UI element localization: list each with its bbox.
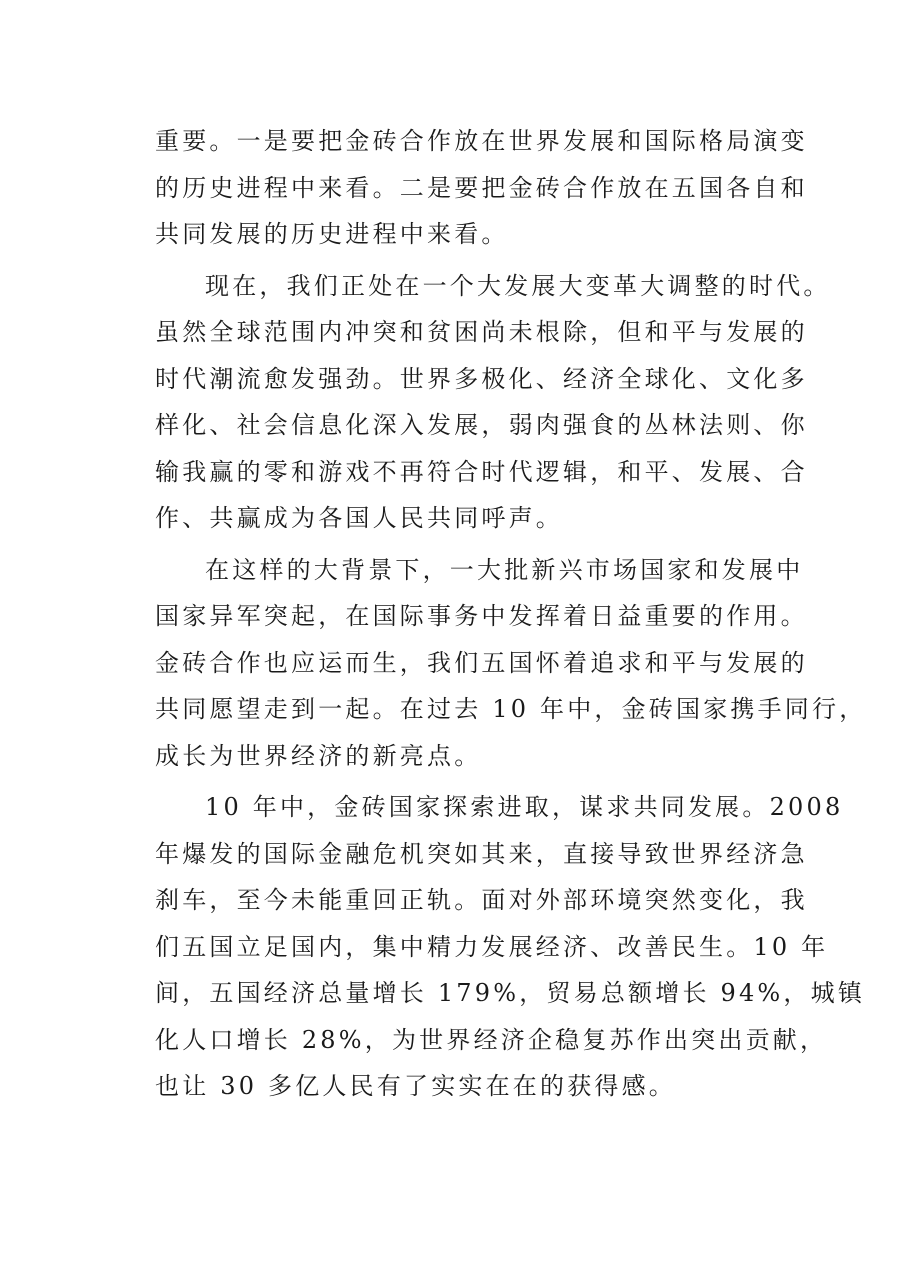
text-line: 国家异军突起，在国际事务中发挥着日益重要的作用。 [155,602,808,630]
text-line: 样化、社会信息化深入发展，弱肉强食的丛林法则、你 [155,411,808,439]
text-line: 10 年中，金砖国家探索进取，谋求共同发展。2008 [205,793,844,821]
text-line: 共同愿望走到一起。在过去 10 年中，金砖国家携手同行， [155,695,867,723]
text-line: 们五国立足国内，集中精力发展经济、改善民生。10 年 [155,932,829,961]
paragraph-2 [155,263,831,542]
text-line: 的历史进程中来看。二是要把金砖合作放在五国各自和 [155,173,808,202]
text-line: 共同发展的历史进程中来看。 [155,220,509,248]
text-line: 现在，我们正处在一个大发展大变革大调整的时代。 [205,271,831,300]
text-line: 成长为世界经济的新亮点。 [155,741,482,770]
text-line: 年爆发的国际金融危机突如其来，直接导致世界经济急 [155,839,808,868]
text-line: 输我赢的零和游戏不再符合时代逻辑，和平、发展、合 [155,457,808,486]
paragraph-1 [155,118,808,258]
text-line: 间，五国经济总量增长 179%，贸易总额增长 94%，城镇 [155,979,866,1007]
text-line: 虽然全球范围内冲突和贫困尚未根除，但和平与发展的 [155,318,808,346]
text-line: 作、共赢成为各国人民共同呼声。 [155,504,563,532]
text-line: 在这样的大背景下，一大批新兴市场国家和发展中 [205,555,804,584]
text-line: 化人口增长 28%，为世界经济企稳复苏作出突出贡献， [155,1025,828,1054]
text-line: 时代潮流愈发强劲。世界多极化、经济全球化、文化多 [155,364,808,393]
paragraph-3 [155,547,867,780]
paragraph-4 [155,784,866,1110]
text-line: 刹车，至今未能重回正轨。面对外部环境突然变化，我 [155,886,808,914]
text-line: 重要。一是要把金砖合作放在世界发展和国际格局演变 [155,127,808,155]
text-line: 金砖合作也应运而生，我们五国怀着追求和平与发展的 [155,648,808,677]
text-line: 也让 30 多亿人民有了实实在在的获得感。 [155,1072,676,1100]
body-text [155,118,867,1115]
